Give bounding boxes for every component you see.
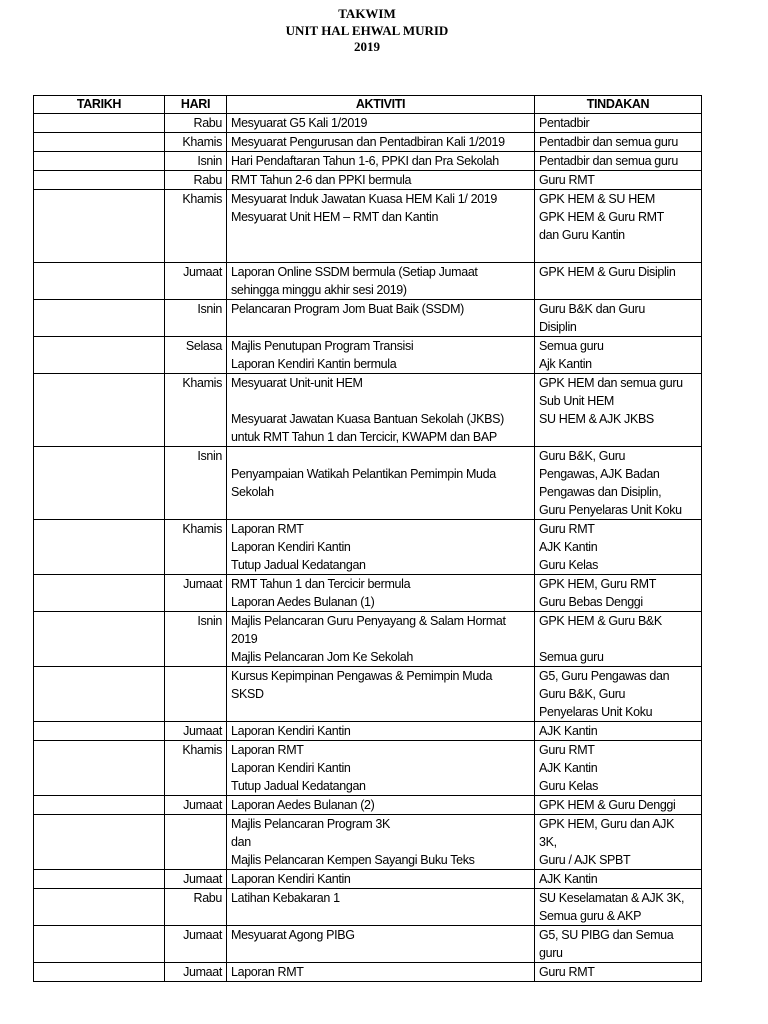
aktiviti-line: dan	[231, 835, 251, 849]
aktiviti-line: Mesyuarat Agong PIBG	[231, 928, 355, 942]
aktiviti-line: 2019	[231, 632, 258, 646]
tindakan-line: GPK HEM, Guru RMT	[539, 577, 656, 591]
tindakan-line: GPK HEM & Guru RMT	[539, 210, 664, 224]
tindakan-cell	[535, 963, 702, 982]
tindakan-line: AJK Kantin	[539, 724, 598, 738]
table-row	[34, 133, 702, 152]
tindakan-line: AJK Kantin	[539, 761, 598, 775]
hari-cell: Khamis	[165, 374, 227, 447]
tindakan-line: G5, Guru Pengawas dan	[539, 669, 670, 683]
tindakan-line: Sub Unit HEM	[539, 394, 614, 408]
tindakan-line	[539, 244, 697, 262]
table-row	[34, 152, 702, 171]
aktiviti-line: Penyampaian Watikah Pelantikan Pemimpin Muda	[231, 467, 496, 481]
aktiviti-line: Majlis Pelancaran Kempen Sayangi Buku Teks	[231, 853, 475, 867]
tindakan-line: GPK HEM & Guru Denggi	[539, 798, 676, 812]
tindakan-line: AJK Kantin	[539, 540, 598, 554]
tindakan-cell	[535, 263, 702, 300]
tarikh-cell	[34, 889, 165, 926]
aktiviti-line: Majlis Penutupan Program Transisi	[231, 339, 414, 353]
col-header-tarikh: TARIKH	[34, 96, 165, 114]
tarikh-cell	[34, 300, 165, 337]
tindakan-line: Guru RMT	[539, 743, 595, 757]
tindakan-line: Pengawas dan Disiplin,	[539, 485, 662, 499]
tarikh-cell	[34, 963, 165, 982]
table-row	[34, 300, 702, 337]
title-takwim: TAKWIM	[338, 6, 396, 21]
aktiviti-cell	[227, 889, 535, 926]
tindakan-line: Guru / AJK SPBT	[539, 853, 631, 867]
title-year: 2019	[354, 39, 380, 54]
tindakan-cell	[535, 796, 702, 815]
aktiviti-line: Tutup Jadual Kedatangan	[231, 779, 366, 793]
aktiviti-line: Laporan Aedes Bulanan (2)	[231, 798, 375, 812]
tarikh-cell	[34, 190, 165, 263]
tindakan-cell	[535, 612, 702, 667]
aktiviti-line	[231, 501, 530, 519]
aktiviti-cell	[227, 152, 535, 171]
hari-cell: Isnin	[165, 612, 227, 667]
tindakan-line: Semua guru & AKP	[539, 909, 642, 923]
aktiviti-cell	[227, 667, 535, 722]
aktiviti-cell	[227, 926, 535, 963]
aktiviti-line: Laporan RMT	[231, 522, 304, 536]
aktiviti-cell	[227, 374, 535, 447]
tindakan-line: Guru Bebas Denggi	[539, 595, 643, 609]
tindakan-cell	[535, 152, 702, 171]
aktiviti-line: Laporan RMT	[231, 743, 304, 757]
aktiviti-line: untuk RMT Tahun 1 dan Tercicir, KWAPM dan BAP	[231, 430, 497, 444]
hari-cell: Rabu	[165, 889, 227, 926]
aktiviti-line	[231, 907, 530, 925]
aktiviti-line: Mesyuarat Unit-unit HEM	[231, 376, 363, 390]
tindakan-cell	[535, 374, 702, 447]
hari-cell: Jumaat	[165, 796, 227, 815]
hari-cell: Jumaat	[165, 575, 227, 612]
aktiviti-line	[231, 447, 530, 465]
tindakan-line: Pentadbir	[539, 116, 590, 130]
table-row	[34, 667, 702, 722]
aktiviti-line	[231, 392, 530, 410]
document-title	[0, 6, 734, 56]
tindakan-line: Guru RMT	[539, 522, 595, 536]
aktiviti-line	[231, 703, 530, 721]
tarikh-cell	[34, 374, 165, 447]
tarikh-cell	[34, 520, 165, 575]
table-row	[34, 889, 702, 926]
table-row	[34, 337, 702, 374]
tindakan-line: Guru Kelas	[539, 779, 599, 793]
table-row	[34, 520, 702, 575]
tarikh-cell	[34, 114, 165, 133]
aktiviti-line: Mesyuarat Unit HEM – RMT dan Kantin	[231, 210, 439, 224]
tindakan-line: Pengawas, AJK Badan	[539, 467, 660, 481]
hari-cell: Selasa	[165, 337, 227, 374]
tindakan-cell	[535, 667, 702, 722]
tindakan-cell	[535, 889, 702, 926]
aktiviti-cell	[227, 722, 535, 741]
aktiviti-line: Laporan Kendiri Kantin	[231, 724, 351, 738]
tindakan-cell	[535, 520, 702, 575]
tindakan-line	[539, 630, 697, 648]
aktiviti-line: Sekolah	[231, 485, 274, 499]
tindakan-line: G5, SU PIBG dan Semua	[539, 928, 674, 942]
aktiviti-line	[231, 244, 530, 262]
table-row	[34, 114, 702, 133]
col-header-tindakan: TINDAKAN	[535, 96, 702, 114]
hari-cell: Isnin	[165, 447, 227, 520]
tindakan-line: AJK Kantin	[539, 872, 598, 886]
table-row	[34, 374, 702, 447]
tarikh-cell	[34, 926, 165, 963]
hari-cell: Khamis	[165, 133, 227, 152]
col-header-hari: HARI	[165, 96, 227, 114]
tindakan-line: SU Keselamatan & AJK 3K,	[539, 891, 685, 905]
tarikh-cell	[34, 263, 165, 300]
aktiviti-line: Laporan RMT	[231, 965, 304, 979]
aktiviti-cell	[227, 612, 535, 667]
aktiviti-line: Pelancaran Program Jom Buat Baik (SSDM)	[231, 302, 464, 316]
tindakan-line: Guru B&K, Guru	[539, 449, 626, 463]
table-row	[34, 612, 702, 667]
aktiviti-line: Laporan Aedes Bulanan (1)	[231, 595, 375, 609]
tindakan-line	[539, 281, 697, 299]
aktiviti-cell	[227, 741, 535, 796]
aktiviti-line: Tutup Jadual Kedatangan	[231, 558, 366, 572]
takwim-table	[33, 95, 702, 982]
tarikh-cell	[34, 796, 165, 815]
tindakan-line: Guru RMT	[539, 965, 595, 979]
tindakan-line: Semua guru	[539, 339, 604, 353]
tindakan-line: SU HEM & AJK JKBS	[539, 412, 654, 426]
tarikh-cell	[34, 815, 165, 870]
hari-cell	[165, 667, 227, 722]
tindakan-line	[539, 428, 697, 446]
table-row	[34, 815, 702, 870]
aktiviti-line: SKSD	[231, 687, 264, 701]
tarikh-cell	[34, 741, 165, 796]
tindakan-cell	[535, 447, 702, 520]
aktiviti-cell	[227, 815, 535, 870]
tarikh-cell	[34, 667, 165, 722]
aktiviti-line: Laporan Kendiri Kantin	[231, 540, 351, 554]
table-row	[34, 870, 702, 889]
hari-cell: Isnin	[165, 300, 227, 337]
tindakan-line: guru	[539, 946, 563, 960]
hari-cell: Jumaat	[165, 722, 227, 741]
aktiviti-cell	[227, 520, 535, 575]
aktiviti-cell	[227, 796, 535, 815]
table-row	[34, 263, 702, 300]
aktiviti-cell	[227, 575, 535, 612]
tindakan-cell	[535, 815, 702, 870]
hari-cell: Isnin	[165, 152, 227, 171]
col-header-aktiviti: AKTIVITI	[227, 96, 535, 114]
aktiviti-cell	[227, 114, 535, 133]
tindakan-line: Semua guru	[539, 650, 604, 664]
aktiviti-line: Mesyuarat G5 Kali 1/2019	[231, 116, 368, 130]
hari-cell: Jumaat	[165, 963, 227, 982]
hari-cell: Jumaat	[165, 870, 227, 889]
hari-cell: Khamis	[165, 741, 227, 796]
tindakan-cell	[535, 926, 702, 963]
table-row	[34, 741, 702, 796]
aktiviti-cell	[227, 171, 535, 190]
title-unit: UNIT HAL EHWAL MURID	[285, 22, 449, 38]
tarikh-cell	[34, 152, 165, 171]
takwim-body	[34, 114, 702, 982]
aktiviti-line	[231, 944, 530, 962]
aktiviti-line: Laporan Online SSDM bermula (Setiap Jumaat	[231, 265, 478, 279]
tarikh-cell	[34, 722, 165, 741]
hari-cell: Khamis	[165, 190, 227, 263]
aktiviti-line: RMT Tahun 2-6 dan PPKI bermula	[231, 173, 412, 187]
aktiviti-line: Hari Pendaftaran Tahun 1-6, PPKI dan Pra Sekolah	[231, 154, 499, 168]
tindakan-line: Pentadbir dan semua guru	[539, 154, 678, 168]
tarikh-cell	[34, 447, 165, 520]
tindakan-cell	[535, 114, 702, 133]
aktiviti-cell	[227, 963, 535, 982]
tindakan-cell	[535, 133, 702, 152]
aktiviti-line: Majlis Pelancaran Program 3K	[231, 817, 391, 831]
tarikh-cell	[34, 870, 165, 889]
tindakan-line: dan Guru Kantin	[539, 228, 625, 242]
aktiviti-cell	[227, 447, 535, 520]
tarikh-cell	[34, 575, 165, 612]
tindakan-cell	[535, 337, 702, 374]
tindakan-line: Disiplin	[539, 320, 577, 334]
tindakan-line: GPK HEM, Guru dan AJK	[539, 817, 675, 831]
hari-cell: Rabu	[165, 114, 227, 133]
hari-cell: Jumaat	[165, 263, 227, 300]
hari-cell: Jumaat	[165, 926, 227, 963]
table-row	[34, 190, 702, 263]
hari-cell: Rabu	[165, 171, 227, 190]
aktiviti-line	[231, 318, 530, 336]
tindakan-line: GPK HEM & Guru Disiplin	[539, 265, 676, 279]
aktiviti-cell	[227, 870, 535, 889]
tindakan-line: Guru Penyelaras Unit Koku	[539, 503, 682, 517]
table-row	[34, 575, 702, 612]
tindakan-cell	[535, 722, 702, 741]
tarikh-cell	[34, 337, 165, 374]
tindakan-line: Penyelaras Unit Koku	[539, 705, 653, 719]
aktiviti-line: sehingga minggu akhir sesi 2019)	[231, 283, 407, 297]
aktiviti-line: Majlis Pelancaran Jom Ke Sekolah	[231, 650, 413, 664]
aktiviti-line: Kursus Kepimpinan Pengawas & Pemimpin Muda	[231, 669, 493, 683]
tarikh-cell	[34, 171, 165, 190]
tindakan-cell	[535, 300, 702, 337]
aktiviti-line: Laporan Kendiri Kantin	[231, 761, 351, 775]
tarikh-cell	[34, 612, 165, 667]
tindakan-line: Ajk Kantin	[539, 357, 592, 371]
tindakan-cell	[535, 171, 702, 190]
tindakan-cell	[535, 870, 702, 889]
aktiviti-line: Laporan Kendiri Kantin bermula	[231, 357, 397, 371]
tindakan-line: Guru B&K, Guru	[539, 687, 626, 701]
table-row	[34, 796, 702, 815]
tindakan-line: Pentadbir dan semua guru	[539, 135, 678, 149]
tindakan-cell	[535, 575, 702, 612]
tindakan-cell	[535, 741, 702, 796]
aktiviti-line: RMT Tahun 1 dan Tercicir bermula	[231, 577, 411, 591]
tindakan-line: Guru B&K dan Guru	[539, 302, 645, 316]
table-row	[34, 963, 702, 982]
tindakan-line: GPK HEM dan semua guru	[539, 376, 683, 390]
aktiviti-cell	[227, 190, 535, 263]
aktiviti-line: Majlis Pelancaran Guru Penyayang & Salam Hormat	[231, 614, 506, 628]
tarikh-cell	[34, 133, 165, 152]
tindakan-line: Guru Kelas	[539, 558, 599, 572]
tindakan-cell	[535, 190, 702, 263]
table-row	[34, 926, 702, 963]
aktiviti-line: Mesyuarat Pengurusan dan Pentadbiran Kali 1/2019	[231, 135, 505, 149]
aktiviti-line: Laporan Kendiri Kantin	[231, 872, 351, 886]
table-row	[34, 722, 702, 741]
aktiviti-line: Mesyuarat Induk Jawatan Kuasa HEM Kali 1/ 2019	[231, 192, 497, 206]
aktiviti-line: Mesyuarat Jawatan Kuasa Bantuan Sekolah (JKBS)	[231, 412, 504, 426]
hari-cell	[165, 815, 227, 870]
aktiviti-cell	[227, 300, 535, 337]
tindakan-line: GPK HEM & Guru B&K	[539, 614, 662, 628]
aktiviti-cell	[227, 263, 535, 300]
tindakan-line: 3K,	[539, 835, 557, 849]
aktiviti-cell	[227, 337, 535, 374]
tindakan-line: Guru RMT	[539, 173, 595, 187]
table-row	[34, 171, 702, 190]
tindakan-line: GPK HEM & SU HEM	[539, 192, 655, 206]
hari-cell: Khamis	[165, 520, 227, 575]
aktiviti-cell	[227, 133, 535, 152]
table-row	[34, 447, 702, 520]
header-row	[34, 96, 702, 114]
aktiviti-line: Latihan Kebakaran 1	[231, 891, 340, 905]
aktiviti-line	[231, 226, 530, 244]
